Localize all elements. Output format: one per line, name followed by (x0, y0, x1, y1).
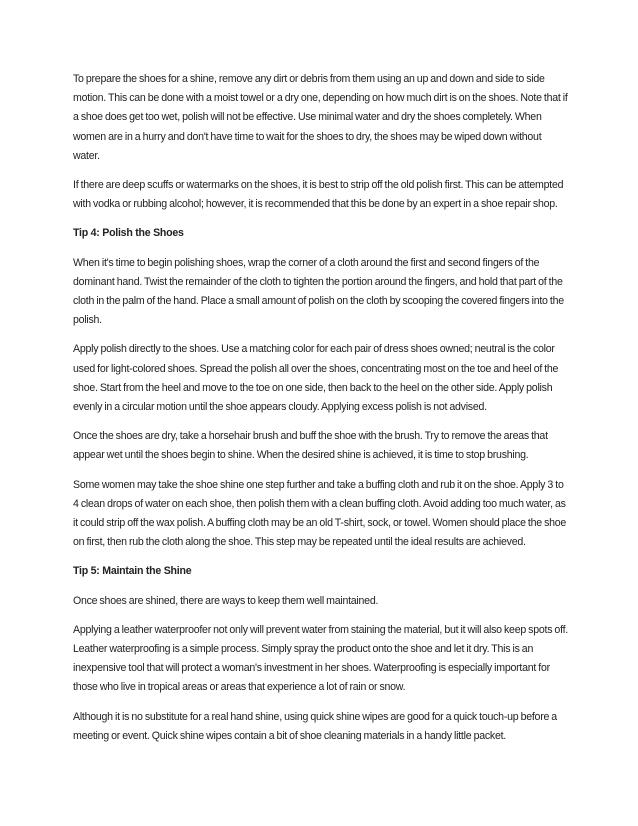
paragraph-prepare-shoes: To prepare the shoes for a shine, remove any dirt or debris from them using an up and down and side to side motion. This can be done with a moist towel or a dry one, depending on how much dirt is on the shoes. Note that if a shoe does get too wet, polish will not be effective. Use minimal water and dry the shoes completely. When women are in a hurry and don't have time to wait for the shoes to dry, the shoes may be wiped down without water. (73, 73, 568, 162)
paragraph-buffing-cloth: Some women may take the shoe shine one step further and take a buffing cloth and rub it on the shoe. Apply 3 to 4 clean drops of water on each shoe, then polish them with a clean buffing cloth. Avoid adding too much water, as it could strip off the wax polish. A buffing cloth may be an old T-shirt, sock, or towel. Women should place the shoe on first, then rub the cloth along the shoe. This step may be repeated until the ideal results are achieved. (73, 478, 567, 549)
paragraph-deep-scuffs: If there are deep scuffs or watermarks on the shoes, it is best to strip off the old polish first. This can be attempted with vodka or rubbing alcohol; however, it is recommended that this be done by an expert in a shoe repair shop. (73, 179, 564, 211)
heading-tip-4: Tip 4: Polish the Shoes (73, 227, 184, 240)
paragraph-apply-polish: Apply polish directly to the shoes. Use a matching color for each pair of dress shoes owned; neutral is the color used for light-colored shoes. Spread the polish all over the shoes, concentrating most on the toe and heel of the shoe. Start from the heel and move to the toe on one side, then back to the heel on the other side. Apply polish evenly in a circular motion until the shoe appears cloudy. Applying excess polish is not advised. (73, 343, 559, 414)
paragraph-wrap-cloth: When it's time to begin polishing shoes, wrap the corner of a cloth around the first and second fingers of the dominant hand. Twist the remainder of the cloth to tighten the portion around the fingers, and hold that part of the cloth in the palm of the hand. Place a small amount of polish on the cloth by scooping the covered fingers into the polish. (73, 256, 564, 327)
paragraph-quick-shine-wipes: Although it is no substitute for a real hand shine, using quick shine wipes are good for a quick touch-up before a meeting or event. Quick shine wipes contain a bit of shoe cleaning materials in a handy little packet. (73, 710, 557, 742)
paragraph-horsehair-brush: Once the shoes are dry, take a horsehair brush and buff the shoe with the brush. Try to remove the areas that appear wet until the shoes begin to shine. When the desired shine is achieved, it is time to stop brushing. (73, 430, 548, 462)
paragraph-maintain-intro: Once shoes are shined, there are ways to keep them well maintained. (73, 594, 379, 607)
heading-tip-5: Tip 5: Maintain the Shine (73, 565, 192, 578)
paragraph-waterproofer: Applying a leather waterproofer not only will prevent water from staining the material, but it will also keep spots off. Leather waterproofing is a simple process. Simply spray the product onto the shoe and let it dry. This is an inexpensive tool that will protect a woman's investment in her shoes. Waterproofing is especially important for those who live in tropical areas or areas that experience a lot of rain or snow. (73, 623, 568, 694)
document-body (73, 70, 568, 756)
